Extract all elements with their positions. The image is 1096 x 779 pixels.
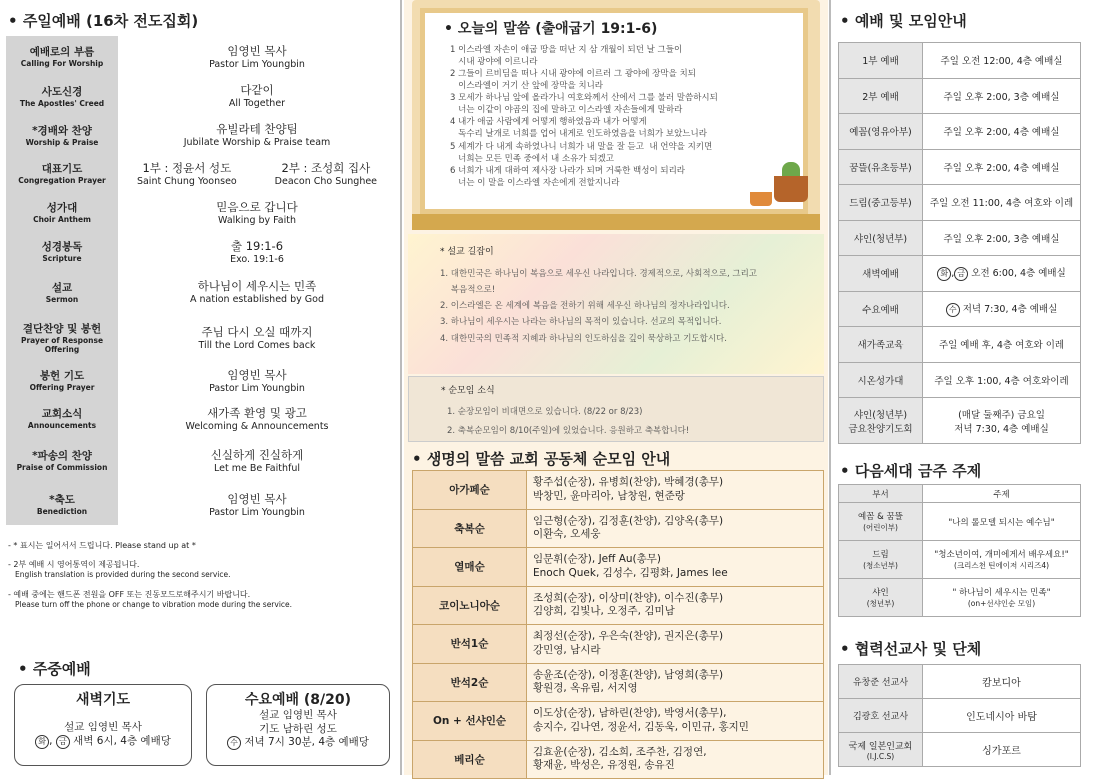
scripture-line: 너희는 모든 민족 중에서 내 소유가 되겠고	[450, 153, 614, 164]
cell-group-row	[413, 471, 824, 510]
cell-group-members	[527, 625, 824, 664]
scripture-line: 2 그들이 르비딤을 떠나 시내 광야에 이르러 그 광야에 장막을 치되	[450, 69, 696, 80]
order-row	[6, 115, 396, 154]
cell-group-row	[413, 740, 824, 779]
cell-news-list	[447, 403, 689, 440]
sunday-service-title: • 주일예배 (16차 전도집회)	[8, 10, 198, 31]
order-value-english: Deacon Cho Sunghee	[274, 175, 378, 187]
order-value-korean: 2부 : 조성희 집사	[281, 160, 371, 175]
meeting-row	[839, 43, 1081, 79]
order-label	[6, 361, 118, 399]
cell-group-row	[413, 509, 824, 548]
meeting-row	[839, 327, 1081, 363]
dawn-prayer-box	[14, 684, 192, 766]
scripture-line: 6 너희가 내게 대하여 제사장 나라가 되며 거룩한 백성이 되리라	[450, 165, 686, 176]
order-label-korean: *파송의 찬양	[32, 450, 92, 462]
tuesday-circle-icon: 화	[35, 735, 49, 749]
next-gen-table	[838, 484, 1081, 617]
service-note-sub: Please turn off the phone or change to vibration mode during the service.	[15, 600, 293, 610]
meeting-name: 2부 예배	[839, 78, 923, 114]
order-value-korean: 임영빈 목사	[227, 43, 287, 58]
order-value-english: Pastor Lim Youngbin	[209, 382, 305, 394]
order-label-english: Prayer of Response Offering	[20, 335, 104, 354]
cell-group-members-line: 이환숙, 오세웅	[533, 528, 601, 541]
mission-country: 싱가포르	[923, 733, 1081, 767]
mission-country: 캄보디아	[923, 665, 1081, 699]
meeting-time	[923, 362, 1081, 398]
order-row	[6, 232, 396, 270]
meeting-name-line: 샤인(청년부)	[853, 409, 908, 421]
scripture-line: 이스라엘이 거기 산 앞에 장막을 치니라	[450, 81, 603, 92]
mission-country: 인도네시아 바탐	[923, 699, 1081, 733]
order-label-korean: 봉헌 기도	[39, 370, 85, 382]
weekday-service-title: • 주중예배	[18, 658, 91, 679]
next-gen-topic-sub: (크리스천 틴에이저 시리즈4)	[953, 561, 1050, 570]
cell-group-name: 베리순	[413, 740, 527, 779]
order-value	[118, 313, 396, 361]
order-label	[6, 399, 118, 437]
order-label-english: Congregation Prayer	[18, 176, 106, 185]
meeting-time	[923, 185, 1081, 221]
service-note	[8, 589, 398, 611]
meeting-row	[839, 185, 1081, 221]
meeting-time-text: 저녁 7:30, 4층 예배실	[962, 303, 1058, 315]
order-value	[118, 232, 396, 270]
order-label-english: Sermon	[45, 294, 79, 304]
cell-group-members	[527, 548, 824, 587]
mission-row	[839, 733, 1081, 767]
meeting-name: 드림(중고등부)	[839, 185, 923, 221]
mission-name-text: 국제 일본인교회	[848, 741, 913, 752]
order-label	[6, 232, 118, 270]
cell-group-name: 아가페순	[413, 471, 527, 510]
next-gen-row	[839, 503, 1081, 541]
cell-group-name: On + 선샤인순	[413, 702, 527, 741]
order-value-korean: 새가족 환영 및 광고	[207, 405, 307, 420]
meeting-time	[923, 43, 1081, 79]
order-value-english: Jubilate Worship & Praise team	[183, 137, 331, 148]
cell-group-row	[413, 625, 824, 664]
order-label-english: Benediction	[36, 507, 88, 516]
sermon-guide-item: 3. 하나님이 세우시는 나라는 하나님의 목적이 있습니다. 선교의 목적입니다.	[440, 317, 722, 328]
scripture-line: 시내 광야에 이르니라	[450, 57, 538, 68]
order-value	[118, 76, 396, 115]
order-row	[6, 437, 396, 483]
order-row	[6, 483, 396, 525]
order-label	[6, 437, 118, 483]
order-value-korean: 신실하게 진실하게	[210, 447, 304, 462]
order-label-english: Calling For Worship	[20, 59, 104, 68]
meeting-row	[839, 291, 1081, 327]
order-row	[6, 36, 396, 76]
cell-group-members-line: 송윤조(순장), 이정훈(찬양), 남영희(총무)	[533, 668, 724, 681]
meeting-row	[839, 114, 1081, 150]
order-value-english: Walking by Faith	[218, 214, 296, 226]
day-circle-icon: 화	[937, 267, 951, 281]
order-label-english: The Apostles' Creed	[19, 98, 105, 108]
info-column	[832, 0, 1096, 775]
wednesday-service-preacher: 설교 임영빈 목사	[259, 709, 337, 721]
cell-news-item: 1. 순장모임이 비대면으로 있습니다. (8/22 or 8/23)	[447, 407, 643, 417]
order-label-korean: 예배로의 부름	[29, 46, 95, 58]
flower-pot-icon	[774, 176, 808, 202]
order-label	[6, 154, 118, 192]
order-label-english: Offering Prayer	[29, 383, 95, 392]
cell-group-members-line: 황재윤, 박성은, 유정원, 송유진	[533, 759, 675, 772]
mission-name	[839, 733, 923, 767]
next-gen-dept-name: 드림	[872, 550, 889, 560]
meeting-time-text: 주일 오후 2:00, 4층 예배실	[943, 127, 1060, 139]
meeting-name	[839, 398, 923, 444]
cell-group-members-line: 황원경, 옥유림, 서지영	[533, 682, 638, 695]
order-value-korean: 임영빈 목사	[227, 367, 287, 382]
cell-group-row	[413, 548, 824, 587]
order-value-korean: 주님 다시 오실 때까지	[201, 324, 313, 339]
order-row	[6, 399, 396, 437]
next-gen-dept-name: 샤인	[872, 588, 889, 598]
cell-news-item: 2. 축복순모임이 8/10(주일)에 있었습니다. 응원하고 축복합니다!	[447, 425, 690, 436]
next-gen-header	[839, 485, 1081, 503]
next-gen-header-topic: 주제	[923, 485, 1081, 503]
meeting-time-text: 주일 오후 2:00, 3층 예배실	[943, 91, 1060, 103]
order-row	[6, 270, 396, 313]
order-row	[6, 76, 396, 115]
scripture-line: 1 이스라엘 자손이 애굽 땅을 떠난 지 삼 개월이 되던 날 그들이	[450, 45, 683, 55]
meeting-time-text: 주일 오전 11:00, 4층 여호와 이레	[929, 198, 1074, 210]
sermon-guide-item: 2. 이스라엘은 온 세계에 복음을 전하기 위해 세우신 하나님의 정자나라입니다.	[440, 301, 730, 312]
service-note	[8, 559, 398, 581]
order-label-korean: 성가대	[46, 202, 78, 214]
service-note-main: - * 표시는 일어서서 드립니다. Please stand up at *	[8, 541, 196, 550]
order-value	[118, 115, 396, 154]
order-value	[118, 361, 396, 399]
cell-group-members-line: 임문휘(순장), Jeff Au(총무)	[533, 553, 662, 566]
meeting-name: 1부 예배	[839, 43, 923, 79]
sermon-guide-title: * 설교 길잡이	[440, 247, 494, 257]
next-gen-row	[839, 579, 1081, 617]
order-value-english: A nation established by God	[190, 294, 324, 305]
cell-group-members	[527, 663, 824, 702]
scripture-line: 4 내가 애굽 사람에게 어떻게 행하였음과 내가 어떻게	[450, 117, 647, 128]
order-value	[118, 154, 396, 192]
wednesday-service-time-text: 저녁 7시 30분, 4층 예배당	[241, 736, 369, 749]
order-value	[118, 437, 396, 483]
meeting-row	[839, 78, 1081, 114]
meeting-name: 새가족교육	[839, 327, 923, 363]
meeting-time-line: 저녁 7:30, 4층 예배실	[954, 423, 1049, 435]
column-divider-left	[400, 0, 402, 775]
next-gen-topic	[923, 503, 1081, 541]
cell-group-members-line: 최정선(순장), 우은숙(찬양), 권지은(총무)	[533, 630, 724, 643]
order-label-english: Worship & Praise	[25, 137, 99, 147]
meeting-time	[923, 78, 1081, 114]
mission-name-text: 김광호 선교사	[852, 712, 909, 722]
cell-group-members-line: 박창민, 윤마리아, 남창원, 현준랑	[533, 489, 685, 502]
order-label-english: Praise of Commission	[16, 463, 108, 472]
scripture-line: 너는 이같이 야곱의 집에 말하고 이스라엘 자손들에게 말하라	[450, 105, 683, 116]
order-row	[6, 192, 396, 232]
next-gen-dept-sub: (청년부)	[866, 599, 895, 608]
cell-group-members-line: 조성희(순장), 이상미(찬양), 이수진(총무)	[533, 591, 724, 604]
meeting-row	[839, 220, 1081, 256]
wednesday-service-title: 수요예배 (8/20)	[244, 692, 352, 708]
cell-group-name: 코이노니아순	[413, 586, 527, 625]
small-pot-icon	[750, 192, 772, 206]
scripture-line: 독수리 날개로 너희를 업어 내게로 인도하였음을 너희가 보았느니라	[450, 129, 707, 140]
meeting-name: 시온성가대	[839, 362, 923, 398]
day-circle-icon: 금	[954, 267, 968, 281]
scripture-column	[404, 0, 828, 775]
meeting-row	[839, 362, 1081, 398]
next-gen-header-dept: 부서	[839, 485, 923, 503]
order-of-worship	[6, 36, 396, 525]
order-value	[118, 270, 396, 313]
order-value	[118, 36, 396, 76]
mission-name	[839, 665, 923, 699]
order-value-korean: 다같이	[240, 83, 274, 97]
cell-group-members	[527, 471, 824, 510]
order-value-english: Exo. 19:1-6	[230, 253, 284, 265]
cell-group-members-line: 강민영, 남시라	[533, 643, 601, 656]
meeting-name-line: 금요찬양기도회	[848, 423, 913, 435]
order-value-korean: 믿음으로 갑니다	[216, 199, 298, 214]
column-divider-right	[829, 0, 831, 775]
sermon-guide-list	[440, 266, 810, 347]
order-value-korean: 유빌라테 찬양팀	[216, 122, 298, 136]
dawn-prayer-time-text: 새벽 6시, 4층 예배당	[69, 734, 171, 747]
cell-group-members	[527, 740, 824, 779]
order-value-english: Till the Lord Comes back	[198, 339, 316, 351]
next-gen-dept-sub: (어린이부)	[863, 523, 898, 532]
order-label	[6, 192, 118, 232]
meeting-name: 예꼼(영유아부)	[839, 114, 923, 150]
service-note	[8, 540, 398, 551]
order-label-korean: *경배와 찬양	[32, 124, 92, 137]
meeting-name: 수요예배	[839, 291, 923, 327]
scripture-line: 5 세계가 다 내게 속하였나니 너희가 내 말을 잘 듣고 내 언약을 지키면	[450, 141, 713, 152]
order-value-english: Let me Be Faithful	[213, 462, 301, 474]
meeting-time	[923, 291, 1081, 327]
order-value-part	[275, 160, 377, 187]
wednesday-service-time	[207, 736, 389, 750]
meeting-time-line: (매달 둘째주) 금요일	[958, 409, 1045, 421]
wednesday-service-box	[206, 684, 390, 766]
meeting-name: 새벽예배	[839, 256, 923, 292]
next-gen-dept	[839, 579, 923, 617]
next-gen-title: • 다음세대 금주 주제	[840, 460, 981, 481]
cell-news	[408, 376, 824, 442]
next-gen-dept	[839, 541, 923, 579]
order-value-korean: 임영빈 목사	[227, 491, 287, 506]
order-label-korean: 교회소식	[41, 408, 83, 420]
meeting-time-text: 주일 오후 2:00, 4층 예배실	[943, 162, 1060, 174]
meeting-time: 화 , 금 오전 6:00, 4층 예배실	[923, 256, 1081, 292]
meeting-row	[839, 256, 1081, 292]
cell-group-row	[413, 663, 824, 702]
dawn-prayer-title: 새벽기도	[75, 692, 131, 708]
next-gen-topic	[923, 541, 1081, 579]
cell-groups-table	[412, 470, 824, 779]
order-value-english: Welcoming & Announcements	[185, 420, 329, 432]
order-label	[6, 36, 118, 76]
order-label-korean: 성경봉독	[41, 241, 83, 253]
order-row	[6, 361, 396, 399]
order-value-korean: 출 19:1-6	[230, 238, 284, 253]
sunday-service-column	[0, 0, 398, 775]
order-row	[6, 313, 396, 361]
cell-group-name: 반석1순	[413, 625, 527, 664]
meeting-time	[923, 398, 1081, 444]
service-note-main: - 예배 중에는 핸드폰 전원을 OFF 또는 진동모드로해주시기 바랍니다.	[8, 589, 251, 599]
next-gen-topic	[923, 579, 1081, 617]
cell-group-name: 열매순	[413, 548, 527, 587]
order-value-korean: 1부 : 정윤서 성도	[142, 160, 232, 175]
order-label-korean: *축도	[49, 494, 75, 506]
service-note-main: - 2부 예배 시 영어통역이 제공됩니다.	[8, 560, 140, 570]
next-gen-topic-text: "나의 롤모델 되시는 예수님"	[948, 517, 1055, 528]
order-label	[6, 115, 118, 154]
order-value-english: Saint Chung Yoonseo	[136, 175, 237, 187]
cell-group-members	[527, 509, 824, 548]
scripture-title: • 오늘의 말씀 (출애굽기 19:1-6)	[444, 18, 657, 38]
mission-row	[839, 665, 1081, 699]
meeting-name: 샤인(청년부)	[839, 220, 923, 256]
missions-title: • 협력선교사 및 단체	[840, 638, 981, 659]
cell-group-members	[527, 702, 824, 741]
cell-group-members-line: 이도상(순장), 남하린(찬양), 박영서(총무),	[533, 707, 727, 720]
order-label	[6, 76, 118, 115]
order-value-part	[137, 160, 237, 187]
next-gen-topic-sub: (on+선샤인순 모임)	[967, 599, 1036, 608]
order-label-korean: 설교	[51, 281, 73, 294]
next-gen-row	[839, 541, 1081, 579]
meeting-time-text: 주일 예배 후, 4층 여호와 이레	[938, 340, 1065, 352]
meeting-time-text: 주일 오전 12:00, 4층 예배실	[940, 56, 1063, 68]
cell-group-name: 반석2순	[413, 663, 527, 702]
order-label	[6, 313, 118, 361]
cell-group-members-line: 황주섭(순장), 유병희(찬양), 박혜경(총무)	[533, 476, 724, 489]
order-row	[6, 154, 396, 192]
meeting-time	[923, 114, 1081, 150]
order-label-korean: 사도신경	[41, 85, 83, 98]
dawn-prayer-preacher: 설교 임영빈 목사	[64, 721, 142, 733]
meeting-row	[839, 149, 1081, 185]
cell-group-name: 축복순	[413, 509, 527, 548]
sermon-guide-item: 복음적으로!	[440, 285, 496, 296]
meetings-title: • 예배 및 모임안내	[840, 10, 967, 31]
order-label-english: Announcements	[27, 421, 97, 430]
meeting-row-friday	[839, 398, 1081, 444]
next-gen-dept-sub: (청소년부)	[863, 561, 898, 570]
meeting-name: 꿈뜰(유초등부)	[839, 149, 923, 185]
missions-table	[838, 664, 1081, 767]
order-label-english: Choir Anthem	[33, 215, 91, 224]
scripture-text	[450, 44, 790, 189]
order-value-english: All Together	[228, 98, 286, 109]
cell-group-row	[413, 586, 824, 625]
meetings-table	[838, 42, 1081, 444]
mission-name-text: 유창준 선교사	[852, 678, 909, 688]
cell-news-title: * 순모임 소식	[441, 386, 495, 396]
meeting-time-text: 주일 오후 2:00, 3층 예배실	[943, 233, 1060, 245]
next-gen-topic-text: " 하나님이 세우시는 민족"	[952, 588, 1051, 598]
order-label-korean: 결단찬양 및 봉헌	[22, 322, 102, 335]
order-label-english: Scripture	[42, 254, 82, 263]
wednesday-circle-icon: 수	[227, 736, 241, 750]
order-label-korean: 대표기도	[41, 163, 83, 175]
cell-group-members-line: Enoch Quek, 김성수, 김평화, James lee	[533, 566, 728, 579]
scripture-line: 3 모세가 하나님 앞에 올라가니 여호와께서 산에서 그를 불러 말씀하시되	[450, 93, 718, 104]
sermon-guide-item: 4. 대한민국의 민족적 지혜과 하나님의 인도하심을 깊이 묵상하고 기도합시다.	[440, 333, 727, 344]
next-gen-topic-text: "청소년이여, 개미에게서 배우세요!"	[934, 550, 1069, 560]
order-value-korean: 하나님이 세우시는 민족	[197, 279, 317, 293]
meeting-time	[923, 327, 1081, 363]
meeting-time-text: 주일 오후 1:00, 4층 여호와이레	[934, 375, 1069, 387]
order-value	[118, 192, 396, 232]
meeting-time-text: 오전 6:00, 4층 예배실	[971, 268, 1066, 280]
order-value	[118, 399, 396, 437]
cell-group-members-line: 김양희, 김빛나, 오정주, 김미남	[533, 605, 675, 618]
wooden-shelf	[412, 214, 820, 230]
sermon-guide-item: 1. 대한민국은 하나님이 복음으로 세우신 나라입니다. 경제적으로, 사회적으로, 그리고	[440, 269, 758, 279]
service-note-sub: English translation is provided during the second service.	[15, 570, 231, 580]
scripture-board	[412, 0, 820, 230]
order-value	[118, 483, 396, 525]
cell-groups-title: • 생명의 말씀 교회 공동체 순모임 안내	[412, 448, 670, 469]
friday-circle-icon: 금	[56, 735, 70, 749]
mission-name	[839, 699, 923, 733]
order-value-english: Pastor Lim Youngbin	[209, 506, 305, 518]
day-circle-icon: 수	[946, 303, 960, 317]
cell-group-members-line: 송지수, 김나연, 정윤서, 김동욱, 이민규, 홍지민	[533, 720, 749, 733]
next-gen-dept	[839, 503, 923, 541]
order-label	[6, 483, 118, 525]
order-label	[6, 270, 118, 313]
meeting-time	[923, 220, 1081, 256]
meeting-time	[923, 149, 1081, 185]
cell-group-members	[527, 586, 824, 625]
mission-row	[839, 699, 1081, 733]
scripture-line: 너는 이 말을 이스라엘 자손에게 전할지니라	[450, 177, 620, 188]
wednesday-service-prayer: 기도 남하린 성도	[259, 722, 337, 735]
sermon-guide	[408, 234, 824, 374]
cell-group-row	[413, 702, 824, 741]
order-value-english: Pastor Lim Youngbin	[209, 58, 305, 70]
service-notes	[8, 540, 398, 619]
cell-group-members-line: 임근형(순장), 김정훈(찬양), 김양옥(총무)	[533, 514, 724, 527]
next-gen-dept-name: 예꼼 & 꿈뜰	[858, 512, 903, 522]
cell-group-members-line: 김효윤(순장), 김소희, 조주찬, 김정연,	[533, 745, 707, 758]
dawn-prayer-time: 화 , 금 새벽 6시, 4층 예배당	[15, 735, 191, 749]
mission-name-sub: (I.J.C.S)	[866, 751, 895, 761]
